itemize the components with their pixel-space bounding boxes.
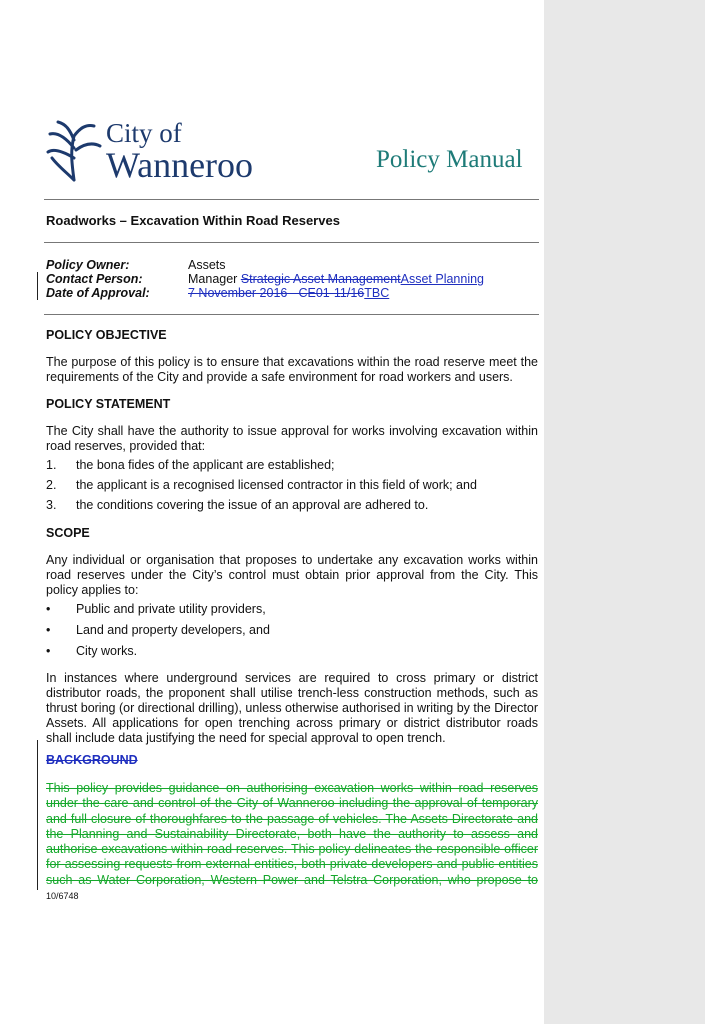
- logo-wanneroo-text: Wanneroo: [106, 145, 254, 185]
- bullet-marker: •: [46, 602, 51, 616]
- list-item-text: the applicant is a recognised licensed contractor in this field of work; and: [76, 478, 477, 492]
- date-of-approval-label: Date of Approval:: [46, 286, 150, 300]
- policy-manual-title: Policy Manual: [376, 146, 523, 173]
- background-deleted-text: This policy provides guidance on authorising excavation works within road reserves under the care and control of the City of Wanneroo including the approval of temporary and full closure of thoroughfares to the passage of vehicles. The Assets Directorate and the Planning and Sustainability Directorate, both have the authority to assess and authorise excavations within road reserves. This policy delineates the responsible officer for assessing requests from external entities, both private developers and public entities such as Water Corporation, Western Power and Telstra Corporation, who propose to: [46, 781, 538, 887]
- policy-objective-heading: POLICY OBJECTIVE: [46, 328, 167, 342]
- title-divider: [44, 242, 539, 243]
- header-divider: [44, 199, 539, 200]
- list-marker: 3.: [46, 498, 57, 512]
- contact-inserted-text: Asset Planning: [400, 272, 485, 286]
- policy-owner-label: Policy Owner:: [46, 258, 130, 272]
- bullet-item-text: Land and property developers, and: [76, 623, 270, 637]
- policy-statement-intro: The City shall have the authority to issue approval for works involving excavation within road reserves, provided that:: [46, 424, 538, 453]
- comment-margin-pane: [544, 0, 705, 1024]
- scope-intro: Any individual or organisation that proposes to undertake any excavation works within road reserves under the City’s control must obtain prior approval from the City. This policy applies to:: [46, 553, 538, 597]
- contact-deleted-text: Strategic Asset Management: [240, 272, 401, 286]
- city-of-wanneroo-logo: [44, 118, 274, 188]
- bullet-item-text: Public and private utility providers,: [76, 602, 266, 616]
- contact-person-value: [188, 272, 484, 286]
- list-marker: 2.: [46, 478, 57, 492]
- policy-statement-heading: POLICY STATEMENT: [46, 397, 171, 411]
- change-bar: [37, 272, 38, 300]
- bullet-marker: •: [46, 644, 51, 658]
- change-bar: [37, 740, 38, 890]
- flower-emblem-icon: [44, 118, 102, 182]
- logo-city-text: City of: [106, 118, 182, 148]
- date-of-approval-value: [188, 286, 389, 300]
- meta-divider: [44, 314, 539, 315]
- policy-owner-value: Assets: [188, 258, 226, 272]
- document-reference: 10/6748: [46, 891, 79, 901]
- bullet-item-text: City works.: [76, 644, 138, 658]
- document-title: Roadworks – Excavation Within Road Reserves: [46, 213, 340, 228]
- list-item-text: the bona fides of the applicant are established;: [76, 458, 335, 472]
- policy-objective-text: The purpose of this policy is to ensure that excavations within the road reserve meet the requirements of the City and provide a safe environment for road workers and users.: [46, 355, 538, 384]
- scope-heading: SCOPE: [46, 526, 90, 540]
- contact-person-label: Contact Person:: [46, 272, 143, 286]
- approval-deleted-text: 7 November 2016 - CE01-11/16: [188, 286, 365, 300]
- list-marker: 1.: [46, 458, 57, 472]
- background-heading: BACKGROUND: [46, 753, 138, 767]
- contact-prefix: Manager: [188, 272, 241, 286]
- list-item-text: the conditions covering the issue of an approval are adhered to.: [76, 498, 429, 512]
- approval-inserted-text: TBC: [364, 286, 390, 300]
- scope-closing-text: In instances where underground services are required to cross primary or district distributor roads, the proponent shall utilise trench-less construction methods, such as thrust boring (or directional drilling), unless otherwise authorised in writing by the Director Assets. All applications for open trenching across primary or district distributor roads shall include data justifying the need for special approval to open trench.: [46, 671, 538, 745]
- bullet-marker: •: [46, 623, 51, 637]
